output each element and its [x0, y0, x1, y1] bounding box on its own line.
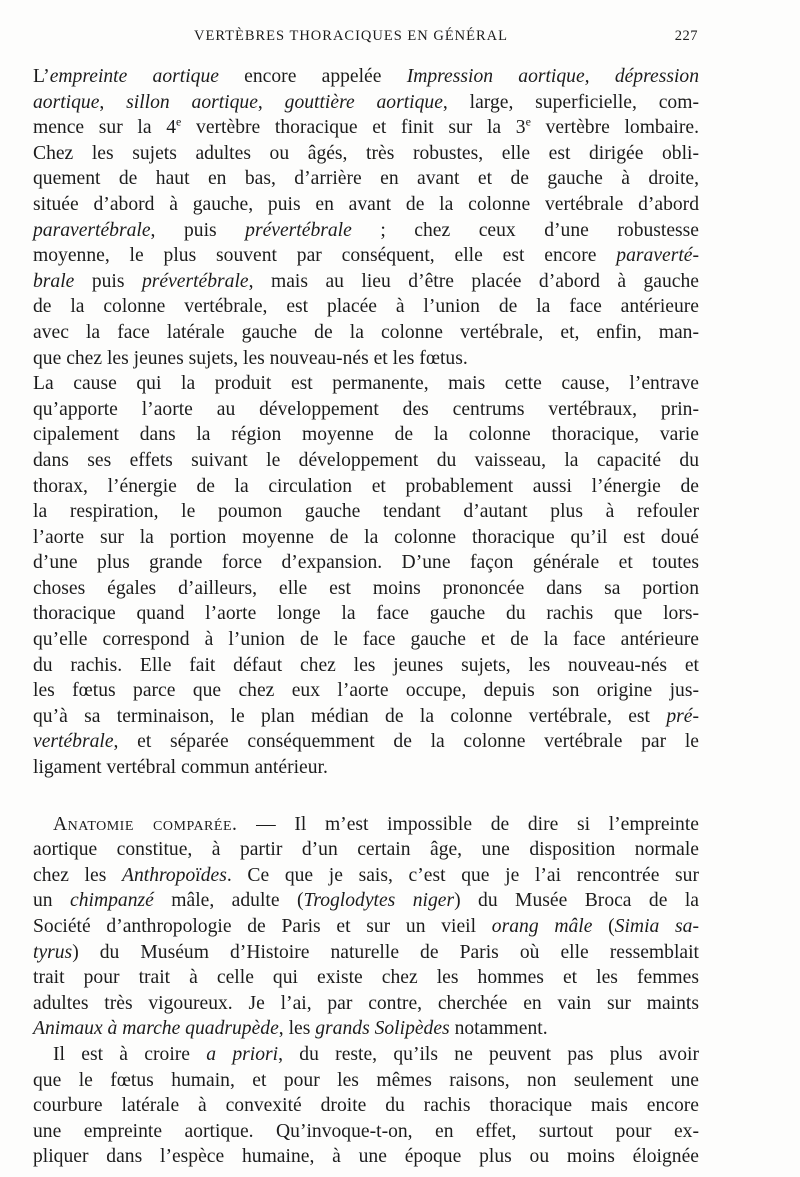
text-line: qu’à sa terminaison, le plan médian de la colonne vertébrale, est pré- [33, 705, 699, 727]
text-line: la respiration, le poumon gauche tendant d’autant plus à refouler [33, 501, 699, 523]
section-heading: Anatomie comparée. [53, 813, 238, 835]
text-line: chez les Anthropoïdes. Ce que je sais, c’est que je l’ai rencontrée sur [33, 864, 699, 886]
text-line: adultes très vigoureux. Je l’ai, par contre, cherchée en vain sur maints [33, 992, 699, 1014]
text-line: Il est à croire a priori, du reste, qu’ils ne peuvent pas plus avoir [53, 1043, 699, 1065]
text-line: Société d’anthropologie de Paris et sur un vieil orang mâle (Simia sa- [33, 916, 699, 937]
text-line: d’une plus grande force d’expansion. D’une façon générale et toutes [33, 552, 699, 574]
section-gap [33, 781, 699, 812]
text-line: Animaux à marche quadrupède, les grands Solipèdes notamment. [33, 1018, 548, 1040]
page-number: 227 [674, 28, 698, 44]
text-line: l’aorte sur la portion moyenne de la colonne thoracique qu’il est doué [33, 526, 699, 548]
text-line: L’empreinte aortique encore appelée Impression aortique, dépression [33, 66, 699, 87]
paragraph-empreinte-aortique [33, 64, 699, 371]
text-line: quement de haut en bas, d’arrière en avant et de gauche à droite, [33, 168, 699, 190]
text-line: cipalement dans la région moyenne de la colonne thoracique, varie [33, 424, 699, 446]
text-line: Chez les sujets adultes ou âgés, très robustes, elle est dirigée obli- [33, 142, 699, 164]
running-head [34, 28, 698, 50]
running-title: VERTÈBRES THORACIQUES EN GÉNÉRAL [194, 28, 509, 44]
text-line: avec la face latérale gauche de la colonne vertébrale, et, enfin, man- [33, 321, 699, 343]
text-line: thoracique quand l’aorte longe la face gauche du rachis que lors- [33, 603, 699, 625]
text-line: que le fœtus humain, et pour les mêmes raisons, non seulement une [33, 1069, 699, 1091]
body-text [33, 64, 699, 1170]
text-line: mence sur la 4e vertèbre thoracique et finit sur la 3e vertèbre lombaire. [33, 114, 699, 139]
text-line: du rachis. Elle fait défaut chez les jeunes sujets, les nouveau-nés et [33, 654, 699, 676]
text-line: pliquer dans l’espèce humaine, à une époque plus ou moins éloignée [33, 1146, 699, 1168]
text-line: que chez les jeunes sujets, les nouveau-nés et les fœtus. [33, 347, 468, 369]
text-line: La cause qui la produit est permanente, mais cette cause, l’entrave [33, 373, 699, 395]
text-line: choses égales d’ailleurs, elle est moins prononcée dans sa portion [33, 577, 699, 599]
text-line: de la colonne vertébrale, est placée à l’union de la face antérieure [33, 296, 699, 318]
text-line: trait pour trait à celle qui existe chez les hommes et les femmes [33, 967, 699, 989]
paragraph-cause [33, 371, 699, 781]
text-line: dans ses effets suivant le développement du vaisseau, la capacité du [33, 449, 699, 471]
text-line: qu’elle correspond à l’union de le face gauche et de la face antérieure [33, 629, 699, 651]
text-line: une empreinte aortique. Qu’invoque-t-on, en effet, surtout pour ex- [33, 1120, 699, 1142]
paragraph-a-priori [33, 1042, 699, 1170]
paragraph-anatomie-comparee [33, 812, 699, 1042]
text-line: Anatomie comparée. — Il m’est impossible de dire si l’empreinte [53, 813, 699, 835]
text-line: thorax, l’énergie de la circulation et probablement aussi l’énergie de [33, 475, 699, 497]
text-line: paravertébrale, puis prévertébrale ; chez ceux d’une robustesse [33, 219, 699, 241]
text-line: les fœtus parce que chez eux l’aorte occupe, depuis son origine jus- [33, 680, 699, 702]
text-line: brale puis prévertébrale, mais au lieu d’être placée d’abord à gauche [33, 270, 699, 292]
text-line: courbure latérale à convexité droite du rachis thoracique mais encore [33, 1095, 699, 1117]
text-line: un chimpanzé mâle, adulte (Troglodytes niger) du Musée Broca de la [33, 890, 699, 912]
text-line: qu’apporte l’aorte au développement des centrums vertébraux, prin- [33, 398, 699, 420]
text-line: ligament vertébral commun antérieur. [33, 757, 328, 779]
text-line: située d’abord à gauche, puis en avant de la colonne vertébrale d’abord [33, 193, 699, 215]
text-line: moyenne, le plus souvent par conséquent, elle est encore paraverté- [33, 245, 699, 267]
text-line: tyrus) du Muséum d’Histoire naturelle de Paris où elle ressemblait [33, 941, 699, 963]
text-line: vertébrale, et séparée conséquemment de la colonne vertébrale par le [33, 731, 699, 753]
text-line: aortique, sillon aortique, gouttière aortique, large, superficielle, com- [33, 91, 699, 113]
text-line: aortique constitue, à partir d’un certain âge, une disposition normale [33, 839, 699, 861]
